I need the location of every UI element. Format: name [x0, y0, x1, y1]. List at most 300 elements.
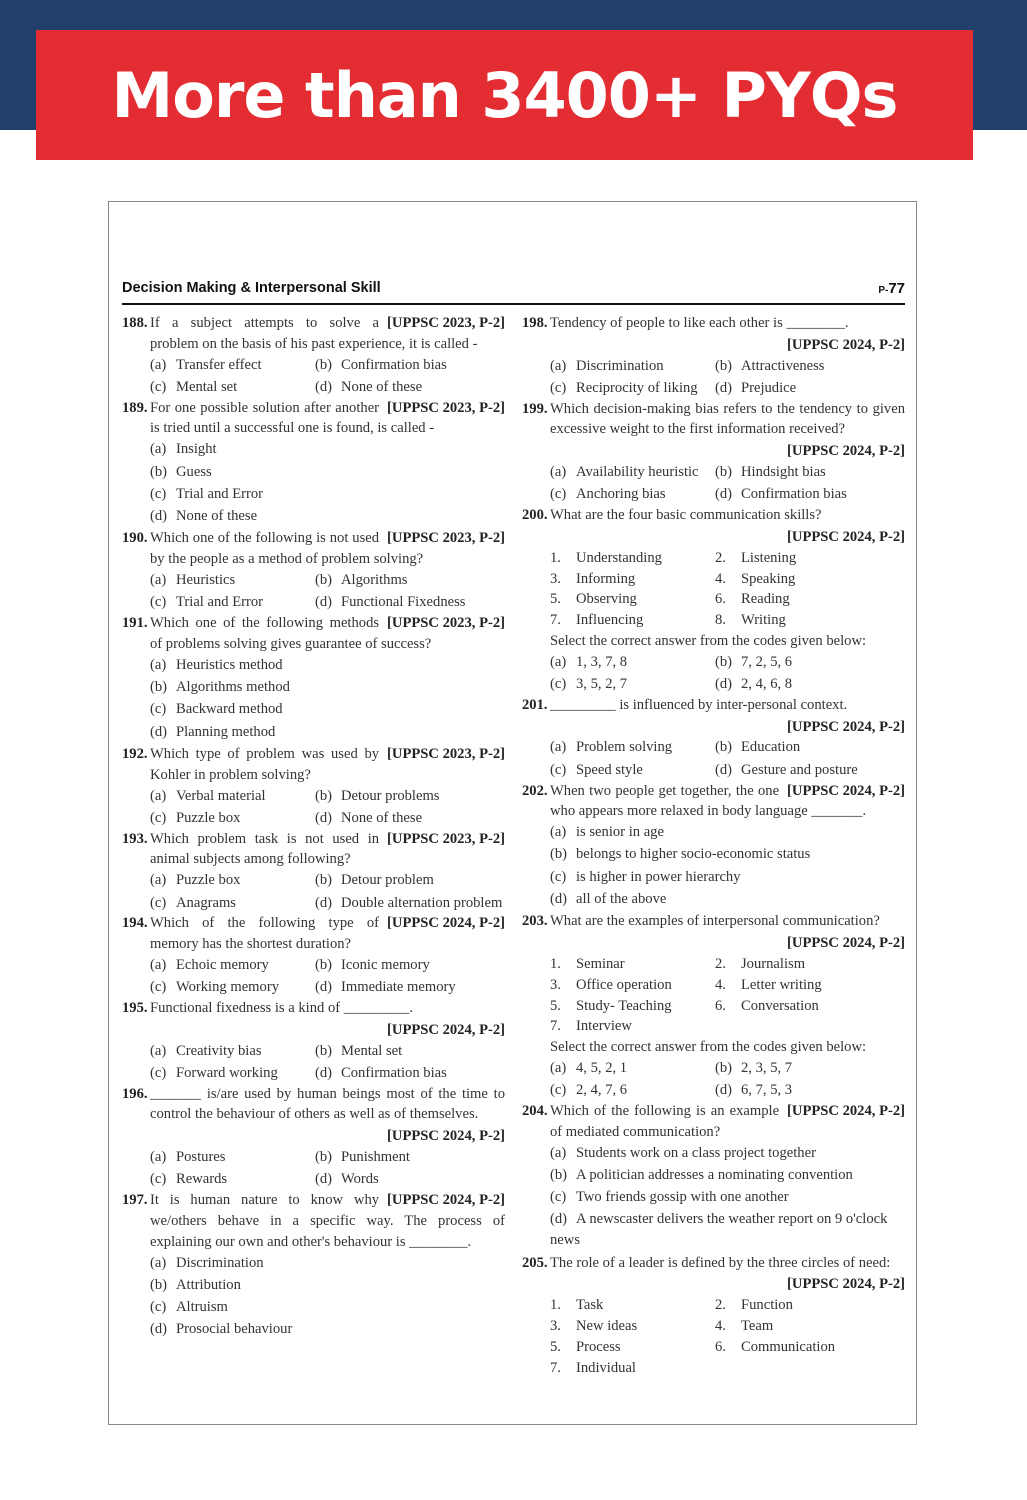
option-text: Confirmation bias — [741, 486, 847, 503]
option-label: (c) — [150, 594, 167, 611]
answer-option — [150, 870, 315, 891]
option-label: (b) — [715, 739, 733, 756]
answer-option — [150, 893, 315, 914]
answer-option — [550, 1058, 715, 1079]
question-number: 204. — [522, 1102, 548, 1119]
answer-options — [550, 737, 905, 780]
option-text: is senior in age — [576, 824, 664, 841]
question — [522, 313, 905, 399]
option-text: Postures — [176, 1149, 226, 1166]
code-item — [550, 1358, 715, 1379]
option-label: (c) — [150, 894, 167, 911]
question-source: [UPPSC 2023, P-2] — [387, 830, 505, 847]
code-number: 6. — [715, 1338, 726, 1355]
code-item — [550, 1295, 715, 1316]
option-text: all of the above — [576, 891, 667, 908]
code-item — [715, 996, 905, 1017]
question — [522, 695, 905, 781]
option-label: (a) — [150, 1042, 167, 1059]
code-text: Influencing — [576, 612, 644, 629]
question-text: The role of a leader is defined by the three circles of need: — [550, 1254, 891, 1271]
answer-option — [150, 1147, 315, 1168]
answer-option — [550, 737, 715, 758]
code-number: 5. — [550, 591, 561, 608]
answer-options — [150, 439, 505, 527]
option-text: Altruism — [176, 1299, 228, 1316]
option-label: (a) — [150, 1149, 167, 1166]
answer-option — [315, 355, 505, 376]
option-text: Trial and Error — [176, 485, 264, 502]
answer-options — [150, 786, 505, 829]
option-label: (b) — [715, 357, 733, 374]
answer-option — [150, 977, 315, 998]
option-label: (b) — [315, 787, 333, 804]
option-text: Insight — [176, 441, 217, 458]
answer-option — [150, 722, 505, 743]
code-item — [550, 548, 715, 569]
option-label: (a) — [150, 356, 167, 373]
option-label: (b) — [715, 1059, 733, 1076]
question-stem — [122, 913, 505, 955]
option-label: (d) — [315, 809, 333, 826]
answer-option — [550, 674, 715, 695]
answer-option — [150, 808, 315, 829]
option-text: Confirmation bias — [341, 356, 447, 373]
question-text: [UPPSC 2024, P-2] Which of the following type of memory has the shortest duration? — [150, 915, 505, 953]
option-text: None of these — [341, 809, 423, 826]
option-label: (c) — [150, 979, 167, 996]
option-label: (b) — [150, 463, 168, 480]
question-number: 191. — [122, 615, 148, 632]
option-text: None of these — [176, 508, 258, 525]
codes-instruction: Select the correct answer from the codes given below: — [550, 1039, 867, 1056]
answer-options — [150, 870, 505, 913]
option-label: (c) — [150, 378, 167, 395]
answer-option — [715, 484, 905, 505]
question-number: 202. — [522, 782, 548, 799]
question — [122, 313, 505, 398]
question — [522, 1253, 905, 1379]
answer-option — [550, 1143, 905, 1164]
code-text: Reading — [741, 591, 790, 608]
option-label: (d) — [315, 594, 333, 611]
question — [122, 528, 505, 613]
option-text: Mental set — [176, 378, 238, 395]
option-label: (c) — [550, 1189, 567, 1206]
option-text: Iconic memory — [341, 956, 430, 973]
answer-option — [715, 1080, 905, 1101]
option-text: Algorithms method — [176, 679, 290, 696]
answer-option — [715, 462, 905, 483]
code-text: Observing — [576, 591, 637, 608]
code-item — [715, 1316, 905, 1337]
option-label: (d) — [715, 1082, 733, 1099]
code-number: 3. — [550, 976, 561, 993]
answer-option — [715, 760, 905, 781]
code-item — [715, 589, 905, 610]
option-label: (a) — [550, 653, 567, 670]
code-text: Informing — [576, 570, 636, 587]
answer-option — [715, 356, 905, 377]
question-text: Which decision-making bias refers to the tendency to given excessive weight to the first information received? — [550, 400, 905, 438]
question-source: [UPPSC 2023, P-2] — [387, 530, 505, 547]
code-number: 2. — [715, 955, 726, 972]
option-label: (d) — [315, 378, 333, 395]
answer-option — [315, 1169, 505, 1190]
option-label: (b) — [315, 572, 333, 589]
question-stem — [522, 781, 905, 823]
option-text: Two friends gossip with one another — [576, 1189, 789, 1206]
option-label: (a) — [550, 357, 567, 374]
answer-option — [150, 377, 315, 398]
question — [122, 1084, 505, 1190]
answer-options — [550, 822, 905, 910]
question-stem — [122, 1190, 505, 1252]
answer-option — [550, 378, 715, 399]
answer-option — [150, 570, 315, 591]
answer-option — [715, 1058, 905, 1079]
question — [122, 744, 505, 829]
answer-option — [150, 786, 315, 807]
code-number: 8. — [715, 612, 726, 629]
code-text: Seminar — [576, 955, 625, 972]
code-number: 2. — [715, 1297, 726, 1314]
question-stem — [122, 613, 505, 655]
code-text: Function — [741, 1297, 793, 1314]
option-label: (a) — [150, 872, 167, 889]
option-text: Trial and Error — [176, 594, 264, 611]
question-source: [UPPSC 2023, P-2] — [387, 615, 505, 632]
question-text: What are the four basic communication skills? — [550, 507, 822, 524]
option-label: (b) — [150, 1276, 168, 1293]
answer-option — [150, 355, 315, 376]
question-number: 194. — [122, 915, 148, 932]
answer-option — [315, 570, 505, 591]
option-label: (a) — [550, 1144, 567, 1161]
question-number: 199. — [522, 400, 548, 417]
question-text: _________ is influenced by inter-personal context. — [550, 696, 848, 713]
option-label: (c) — [550, 761, 567, 778]
answer-options — [550, 652, 905, 695]
code-item — [715, 610, 905, 631]
code-text: Writing — [741, 612, 786, 629]
answer-option — [150, 1063, 315, 1084]
option-text: Working memory — [176, 979, 279, 996]
option-text: belongs to higher socio-economic status — [576, 846, 811, 863]
option-text: 2, 4, 6, 8 — [741, 676, 793, 693]
option-text: 6, 7, 5, 3 — [741, 1082, 793, 1099]
option-text: Anchoring bias — [576, 486, 666, 503]
code-text: Understanding — [576, 549, 662, 566]
code-number: 6. — [715, 591, 726, 608]
code-number: 5. — [550, 1338, 561, 1355]
option-label: (b) — [150, 679, 168, 696]
answer-options — [150, 1041, 505, 1084]
option-text: Detour problems — [341, 787, 440, 804]
answer-option — [150, 462, 505, 483]
option-text: 2, 3, 5, 7 — [741, 1059, 793, 1076]
code-text: Study- Teaching — [576, 997, 672, 1014]
question-text: [UPPSC 2023, P-2] Which problem task is not used in animal subjects among following? — [150, 830, 505, 868]
option-label: (d) — [315, 894, 333, 911]
answer-option — [550, 889, 905, 910]
option-label: (b) — [315, 1042, 333, 1059]
code-text: Speaking — [741, 570, 796, 587]
answer-option — [550, 822, 905, 843]
question — [522, 911, 905, 1101]
code-list — [550, 954, 905, 1037]
option-text: Confirmation bias — [341, 1064, 447, 1081]
question-stem — [522, 313, 905, 334]
code-list — [550, 548, 905, 631]
option-text: 3, 5, 2, 7 — [576, 676, 628, 693]
answer-option — [550, 1080, 715, 1101]
option-label: (d) — [315, 979, 333, 996]
option-label: (a) — [150, 441, 167, 458]
code-text: Journalism — [741, 955, 806, 972]
code-text: New ideas — [576, 1317, 638, 1334]
option-text: Problem solving — [576, 739, 673, 756]
answer-option — [315, 1063, 505, 1084]
question-number: 196. — [122, 1085, 148, 1102]
option-text: Speed style — [576, 761, 643, 778]
option-label: (c) — [150, 701, 167, 718]
question-text: Functional fixedness is a kind of _________. — [150, 1000, 414, 1016]
code-number: 1. — [550, 549, 561, 566]
question-number: 200. — [522, 507, 548, 524]
question — [522, 399, 905, 505]
option-label: (c) — [150, 1064, 167, 1081]
code-item — [715, 954, 905, 975]
option-text: Detour problem — [341, 872, 434, 889]
question-text: [UPPSC 2023, P-2] If a subject attempts to solve a problem on the basis of his past experience, it is called - — [150, 315, 505, 352]
answer-option — [150, 1169, 315, 1190]
code-number: 7. — [550, 612, 561, 629]
chapter-title: Decision Making & Interpersonal Skill — [122, 280, 381, 296]
running-head — [122, 280, 905, 305]
answer-option — [715, 674, 905, 695]
code-text: Office operation — [576, 976, 672, 993]
code-text: Task — [576, 1297, 604, 1314]
option-label: (b) — [550, 1166, 568, 1183]
question-stem — [522, 695, 905, 716]
answer-option — [550, 484, 715, 505]
answer-option — [315, 592, 505, 613]
answer-options — [150, 1147, 505, 1190]
answer-options — [550, 1143, 905, 1251]
option-text: Puzzle box — [176, 872, 241, 889]
option-label: (c) — [550, 1082, 567, 1099]
question-stem — [522, 505, 905, 526]
option-label: (a) — [550, 1059, 567, 1076]
question-source: [UPPSC 2024, P-2] — [787, 782, 905, 799]
option-label: (d) — [715, 676, 733, 693]
option-text: Puzzle box — [176, 809, 241, 826]
option-label: (a) — [550, 739, 567, 756]
question-stem — [122, 744, 505, 786]
question — [122, 998, 505, 1084]
question-stem — [122, 1084, 505, 1126]
answer-option — [150, 439, 505, 460]
option-label: (a) — [150, 572, 167, 589]
question-text: [UPPSC 2023, P-2] Which type of problem was used by Kohler in problem solving? — [150, 745, 505, 783]
option-text: Words — [341, 1171, 379, 1188]
code-text: Team — [741, 1317, 774, 1334]
code-item — [550, 589, 715, 610]
code-item — [550, 954, 715, 975]
option-label: (a) — [150, 956, 167, 973]
code-item — [550, 975, 715, 996]
answer-option — [550, 1165, 905, 1186]
answer-option — [715, 652, 905, 673]
option-label: (c) — [550, 868, 567, 885]
code-number: 3. — [550, 1317, 561, 1334]
answer-option — [315, 893, 505, 914]
answer-option — [150, 955, 315, 976]
question — [122, 913, 505, 998]
answer-option — [550, 867, 905, 888]
option-label: (c) — [550, 676, 567, 693]
answer-options — [150, 1253, 505, 1341]
option-label: (b) — [715, 653, 733, 670]
question — [122, 829, 505, 914]
option-label: (a) — [150, 787, 167, 804]
code-item — [550, 610, 715, 631]
answer-option — [715, 378, 905, 399]
question-number: 198. — [522, 315, 548, 331]
answer-options — [550, 356, 905, 399]
answer-option — [150, 592, 315, 613]
question-source: [UPPSC 2024, P-2] — [787, 528, 905, 545]
option-text: Algorithms — [341, 572, 408, 589]
code-item — [550, 1316, 715, 1337]
option-text: Gesture and posture — [741, 761, 858, 778]
question-number: 192. — [122, 745, 148, 762]
question-stem — [122, 313, 505, 355]
question-source: [UPPSC 2024, P-2] — [387, 1128, 505, 1145]
question-text: [UPPSC 2023, P-2] For one possible solution after another is tried until a successful one is found, is called - — [150, 399, 505, 437]
question-text: [UPPSC 2024, P-2] Which of the following is an example of mediated communication? — [550, 1102, 905, 1140]
answer-option — [315, 955, 505, 976]
option-text: Planning method — [176, 723, 276, 740]
option-text: Heuristics method — [176, 656, 283, 673]
option-text: 4, 5, 2, 1 — [576, 1059, 628, 1076]
code-item — [550, 996, 715, 1017]
question — [122, 613, 505, 742]
answer-option — [150, 1297, 505, 1318]
option-label: (c) — [150, 1299, 167, 1316]
option-label: (d) — [715, 379, 733, 396]
answer-option — [315, 786, 505, 807]
option-label: (c) — [150, 485, 167, 502]
option-label: (d) — [315, 1064, 333, 1081]
option-label: (d) — [150, 723, 168, 740]
question-text: [UPPSC 2024, P-2] When two people get together, the one who appears more relaxed in body language _______. — [550, 782, 905, 820]
option-label: (b) — [315, 872, 333, 889]
option-text: Anagrams — [176, 894, 236, 911]
code-number: 1. — [550, 1297, 561, 1314]
option-text: A politician addresses a nominating convention — [576, 1166, 853, 1183]
answer-option — [150, 699, 505, 720]
code-item — [550, 1016, 715, 1037]
answer-options — [150, 655, 505, 743]
option-label: (c) — [550, 379, 567, 396]
answer-option — [150, 1041, 315, 1062]
option-text: Education — [741, 739, 801, 756]
code-item — [550, 569, 715, 590]
codes-instruction: Select the correct answer from the codes given below: — [550, 632, 867, 649]
code-number: 4. — [715, 976, 726, 993]
question-source: [UPPSC 2024, P-2] — [787, 1276, 905, 1293]
question — [522, 1101, 905, 1251]
option-label: (d) — [550, 1211, 568, 1228]
option-label: (d) — [150, 508, 168, 525]
option-text: Punishment — [341, 1149, 410, 1166]
option-text: Echoic memory — [176, 956, 269, 973]
option-text: Discrimination — [576, 357, 664, 374]
question — [522, 505, 905, 695]
code-number: 4. — [715, 1317, 726, 1334]
option-label: (b) — [715, 464, 733, 481]
answer-options — [550, 1058, 905, 1101]
answer-option — [315, 870, 505, 891]
option-label: (b) — [315, 1149, 333, 1166]
answer-option — [550, 844, 905, 865]
option-label: (a) — [550, 464, 567, 481]
question-source: [UPPSC 2024, P-2] — [387, 1021, 505, 1038]
code-number: 5. — [550, 997, 561, 1014]
option-label: (b) — [550, 846, 568, 863]
option-text: A newscaster delivers the weather report on 9 o'clock news — [550, 1211, 888, 1249]
answer-option — [550, 652, 715, 673]
question-stem — [522, 911, 905, 932]
code-item — [550, 1337, 715, 1358]
question-stem — [522, 399, 905, 441]
answer-option — [315, 1041, 505, 1062]
code-text: Listening — [741, 549, 797, 566]
option-text: Transfer effect — [176, 356, 262, 373]
option-text: Students work on a class project together — [576, 1144, 816, 1161]
option-text: Rewards — [176, 1171, 228, 1188]
option-label: (a) — [150, 656, 167, 673]
option-label: (d) — [150, 1321, 168, 1338]
question-stem — [522, 1101, 905, 1143]
answer-option — [150, 506, 505, 527]
code-text: Conversation — [741, 997, 819, 1014]
answer-options — [150, 355, 505, 398]
answer-option — [550, 760, 715, 781]
option-text: Creativity bias — [176, 1042, 262, 1059]
option-text: Heuristics — [176, 572, 236, 589]
question-source: [UPPSC 2024, P-2] — [387, 1192, 505, 1209]
code-item — [715, 975, 905, 996]
code-text: Letter writing — [741, 976, 822, 993]
option-label: (d) — [715, 761, 733, 778]
answer-option — [150, 677, 505, 698]
promo-banner — [36, 30, 973, 160]
question-stem — [522, 1253, 905, 1274]
answer-option — [315, 808, 505, 829]
answer-option — [150, 655, 505, 676]
code-number: 1. — [550, 955, 561, 972]
option-text: Attractiveness — [741, 357, 825, 374]
question-source: [UPPSC 2024, P-2] — [387, 915, 505, 932]
option-label: (d) — [315, 1171, 333, 1188]
question — [522, 781, 905, 910]
question-text: What are the examples of interpersonal communication? — [550, 913, 880, 930]
question-source: [UPPSC 2024, P-2] — [787, 718, 905, 735]
answer-option — [315, 377, 505, 398]
